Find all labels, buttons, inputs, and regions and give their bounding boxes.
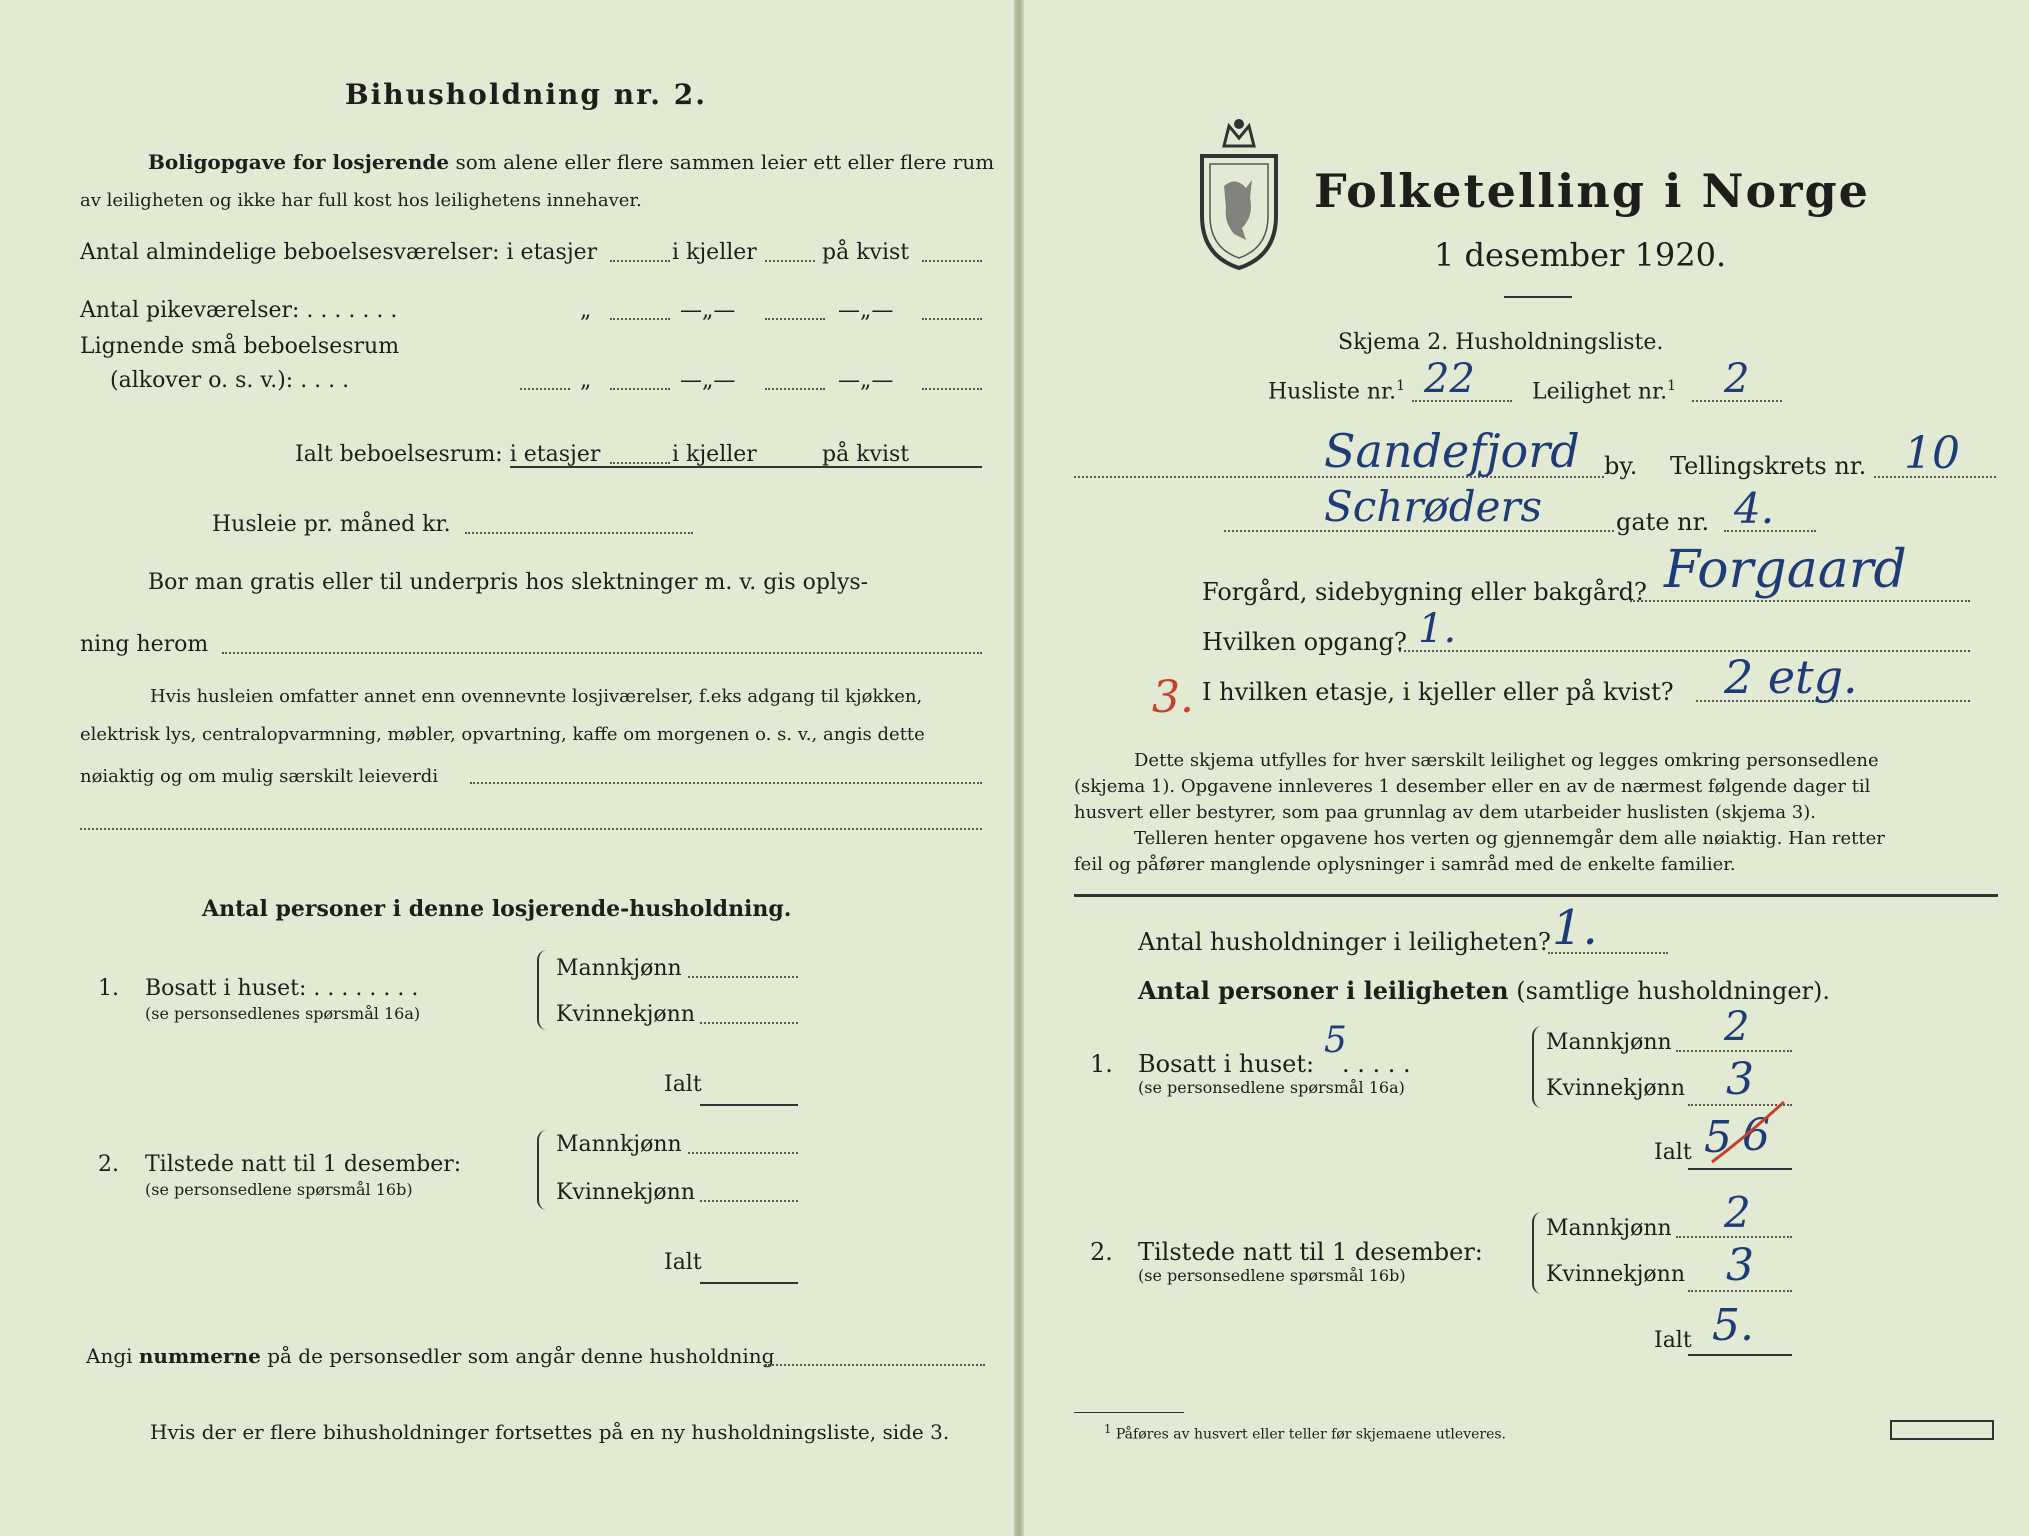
small-rooms-label-2: (alkover o. s. v.): . . . .	[110, 368, 350, 393]
right-title: Folketelling i Norge	[1314, 164, 1870, 218]
q1-total-label: Ialt	[664, 1072, 702, 1097]
rq2-label: Tilstede natt til 1 desember:	[1138, 1238, 1483, 1266]
rq2-male-value: 2	[1724, 1188, 1751, 1237]
schema-label: Skjema 2. Husholdningsliste.	[1338, 330, 1664, 355]
intro-line-2: av leiligheten og ikke har full kost hos leilighetens innehaver.	[80, 190, 642, 211]
q1-label: Bosatt i huset: . . . . . . . .	[145, 976, 419, 1001]
left-title: Bihusholdning nr. 2.	[345, 78, 707, 111]
pike-line-3	[922, 318, 982, 320]
husliste-label: Husliste nr.$^1$	[1268, 378, 1406, 405]
rent-line	[465, 532, 693, 534]
rq2-num: 2.	[1090, 1238, 1113, 1266]
etasje-marker: 3.	[1152, 672, 1194, 723]
footnote-rule	[1074, 1412, 1184, 1413]
etasje-value: 2 etg.	[1724, 650, 1858, 704]
extra-line-1: Hvis husleien omfatter annet enn ovennevnte losjiværelser, f.eks adgang til kjøkken,	[150, 686, 923, 707]
pike-label: Antal pikeværelser: . . . . . . .	[80, 298, 398, 323]
q1-sub: (se personsedlenes spørsmål 16a)	[145, 1004, 421, 1023]
pike-ditto-2: —„—	[680, 298, 736, 323]
households-value: 1.	[1552, 900, 1598, 956]
q1-num: 1.	[98, 976, 119, 1001]
free-line-2: ning herom	[80, 632, 209, 657]
rq2-sub: (se personsedlene spørsmål 16b)	[1138, 1266, 1406, 1285]
footnote: $^1$ Påføres av husvert eller teller før skjemaene utleveres.	[1104, 1422, 1507, 1443]
leilighet-value: 2	[1724, 356, 1750, 402]
instr-line-5: feil og påfører manglende oplysninger i samråd med de enkelte familier.	[1074, 854, 1736, 875]
rq1-inline-value: 5	[1324, 1020, 1347, 1061]
q1-male-line	[688, 976, 798, 978]
q2-label: Tilstede natt til 1 desember:	[145, 1152, 462, 1177]
coat-of-arms-icon	[1194, 116, 1284, 272]
rq1-total-struck-value: 6	[1742, 1110, 1770, 1161]
instr-line-1: Dette skjema utfylles for hver særskilt leilighet og legges omkring personsedlene	[1134, 750, 1879, 771]
instr-line-2: (skjema 1). Opgavene innleveres 1 desember eller en av de nærmest følgende dager til	[1074, 776, 1871, 797]
gate-label: gate nr.	[1616, 508, 1710, 536]
q1-female-line	[700, 1022, 798, 1024]
krets-label: Tellingskrets nr.	[1670, 452, 1867, 480]
q2-sub: (se personsedlene spørsmål 16b)	[145, 1180, 413, 1199]
q2-brace	[537, 1130, 549, 1210]
small-rooms-line-3	[922, 388, 982, 390]
households-label: Antal husholdninger i leiligheten?	[1138, 928, 1551, 956]
street-value: Schrøders	[1324, 482, 1543, 531]
left-footer: Hvis der er flere bihusholdninger fortsettes på en ny husholdningsliste, side 3.	[150, 1420, 950, 1444]
extra-line-b	[80, 828, 982, 830]
q1-male-label: Mannkjønn	[556, 956, 682, 981]
rooms-kjeller-label: i kjeller	[672, 240, 757, 265]
opgang-value: 1.	[1418, 606, 1457, 652]
q2-female-label: Kvinnekjønn	[556, 1180, 695, 1205]
q2-total-line	[700, 1282, 798, 1284]
husliste-value: 22	[1424, 356, 1475, 402]
rq1-male-label: Mannkjønn	[1546, 1030, 1672, 1055]
by-label: by.	[1604, 452, 1638, 480]
numbers-line: Angi nummerne på de personsedler som angår denne husholdning	[86, 1344, 775, 1368]
title-rule	[1504, 296, 1572, 298]
small-rooms-ditto-3: —„—	[838, 368, 894, 393]
intro-line-1: Boligopgave for losjerende som alene eller flere sammen leier ett eller flere rum	[148, 150, 995, 174]
rq1-dots: . . . . .	[1342, 1050, 1411, 1078]
printer-stamp-icon	[1890, 1420, 1994, 1440]
small-rooms-ditto-2: —„—	[680, 368, 736, 393]
q2-num: 2.	[98, 1152, 119, 1177]
rq1-sub: (se personsedlene spørsmål 16a)	[1138, 1078, 1405, 1097]
pike-line-2	[765, 318, 825, 320]
krets-value: 10	[1904, 428, 1960, 479]
q1-brace	[537, 950, 549, 1030]
q2-male-label: Mannkjønn	[556, 1132, 682, 1157]
rq1-male-line	[1676, 1050, 1792, 1052]
leilighet-label: Leilighet nr.$^1$	[1532, 378, 1677, 405]
census-date: 1 desember 1920.	[1434, 236, 1727, 274]
instr-rule	[1074, 894, 1998, 897]
extra-line-2: elektrisk lys, centralopvarmning, møbler, opvartning, kaffe om morgenen o. s. v., angis dette	[80, 724, 925, 745]
etasje-label: I hvilken etasje, i kjeller eller på kvist?	[1202, 678, 1674, 706]
free-line-1: Bor man gratis eller til underpris hos slektninger m. v. gis oplys-	[148, 570, 869, 595]
forgard-value: Forgaard	[1664, 540, 1907, 600]
extra-line	[470, 782, 982, 784]
total-rooms-label: Ialt beboelsesrum: i etasjer	[295, 442, 601, 467]
instr-line-3: husvert eller bestyrer, som paa grunnlag av dem utarbeider huslisten (skjema 3).	[1074, 802, 1816, 823]
rq1-male-value: 2	[1724, 1004, 1750, 1050]
rq2-female-label: Kvinnekjønn	[1546, 1262, 1685, 1287]
small-rooms-line-0	[520, 388, 570, 390]
rq2-male-label: Mannkjønn	[1546, 1216, 1672, 1241]
persons-heading: Antal personer i denne losjerende-husholdning.	[202, 896, 792, 922]
pike-ditto-1: „	[580, 298, 592, 323]
instr-line-4: Telleren henter opgavene hos verten og gjennemgår dem alle nøiaktig. Han retter	[1134, 828, 1885, 849]
opgang-line	[1399, 650, 1970, 652]
numbers-dots	[765, 1364, 985, 1366]
pike-line-1	[610, 318, 670, 320]
rq2-brace	[1532, 1212, 1544, 1294]
rq1-total-value: 5	[1704, 1112, 1732, 1163]
total-kvist-label: på kvist	[822, 442, 910, 467]
rooms-kvist-label: på kvist	[822, 240, 910, 265]
small-rooms-line-2	[765, 388, 825, 390]
rq1-label: Bosatt i huset:	[1138, 1050, 1315, 1078]
small-rooms-label-1: Lignende små beboelsesrum	[80, 334, 400, 359]
q1-total-line	[700, 1104, 798, 1106]
rq2-total-label: Ialt	[1654, 1328, 1692, 1353]
rq2-female-value: 3	[1726, 1240, 1754, 1291]
rq1-total-line	[1688, 1168, 1792, 1170]
rooms-kvist-line	[922, 260, 982, 262]
rq1-female-label: Kvinnekjønn	[1546, 1076, 1685, 1101]
pike-ditto-3: —„—	[838, 298, 894, 323]
right-page	[1022, 0, 2029, 1536]
red-correction-stroke-icon	[1704, 1098, 1794, 1168]
rooms-kjeller-line	[765, 260, 815, 262]
rq2-total-line	[1688, 1354, 1792, 1356]
gate-value: 4.	[1734, 484, 1775, 533]
rq1-total-label: Ialt	[1654, 1140, 1692, 1165]
persons-line: Antal personer i leiligheten (samtlige husholdninger).	[1138, 976, 1831, 1005]
rq1-female-value: 3	[1726, 1054, 1754, 1105]
free-line	[222, 652, 982, 654]
forgard-line	[1630, 600, 1970, 602]
q2-female-line	[700, 1200, 798, 1202]
rq1-num: 1.	[1090, 1050, 1113, 1078]
rq2-total-value: 5.	[1712, 1300, 1754, 1351]
rent-label: Husleie pr. måned kr.	[212, 512, 451, 537]
small-rooms-ditto-1: „	[580, 368, 592, 393]
forgard-label: Forgård, sidebygning eller bakgård?	[1202, 578, 1647, 606]
rooms-etasjer-line	[610, 260, 670, 262]
rq1-brace	[1532, 1026, 1544, 1108]
q2-male-line	[688, 1152, 798, 1154]
city-value: Sandefjord	[1324, 424, 1580, 478]
rooms-label: Antal almindelige beboelsesværelser: i etasjer	[80, 240, 598, 265]
extra-line-3: nøiaktig og om mulig særskilt leieverdi	[80, 766, 439, 787]
q2-total-label: Ialt	[664, 1250, 702, 1275]
small-rooms-line-1	[610, 388, 670, 390]
total-kjeller-label: i kjeller	[672, 442, 757, 467]
total-etasjer-line	[610, 462, 670, 464]
q1-female-label: Kvinnekjønn	[556, 1002, 695, 1027]
opgang-label: Hvilken opgang?	[1202, 628, 1407, 656]
